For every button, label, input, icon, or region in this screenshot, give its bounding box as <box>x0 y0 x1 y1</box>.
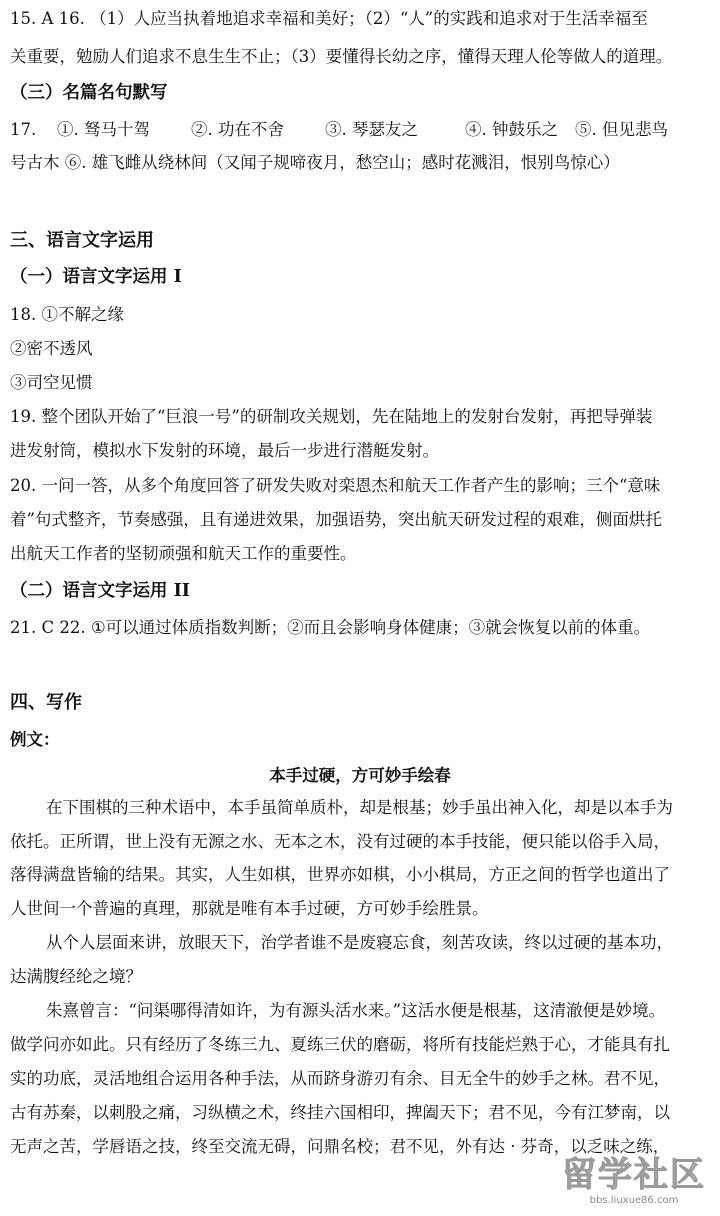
answer-17-line1 <box>10 117 710 143</box>
essay-p1-line3: 落得满盘皆输的结果。其实，人生如棋，世界亦如棋，小小棋局，方正之间的哲学也道出了 <box>10 865 670 884</box>
heading-yuyan-1: （一）语言文字运用 I <box>10 267 182 287</box>
essay-p3-line3: 实的功底，灵活地组合运用各种手法，从而跻身游刃有余、目无全牛的妙手之林。君不见， <box>10 1069 670 1088</box>
answer-20-line3: 出航天工作者的坚韧顽强和航天工作的重要性。 <box>10 544 357 563</box>
essay-p3-line2: 做学问亦如此。只有经历了冬练三九、夏练三伏的磨砺，将所有技能烂熟于心，才能具有扎 <box>10 1035 670 1054</box>
essay-p3-line5: 无声之苦，学唇语之技，终至交流无碍，问鼎名校；君不见，外有达 · 芬奇，以乏味之练， <box>10 1137 670 1156</box>
heading-section-4: 四、写作 <box>10 692 82 713</box>
answer-19-line1: 19. 整个团队开始了“巨浪一号”的研制攻关规划，先在陆地上的发射台发射，再把导弹装 <box>10 407 653 426</box>
q17-answer-4: ④. 钟鼓乐之 <box>465 120 558 139</box>
q17-answer-3: ③. 琴瑟友之 <box>325 120 418 139</box>
q17-answer-2: ②. 功在不舍 <box>191 120 284 139</box>
answer-19-line2: 进发射筒，模拟水下发射的环境，最后一步进行潜艇发射。 <box>10 441 439 460</box>
watermark-text: 留学社区 <box>562 1155 706 1195</box>
essay-title: 本手过硬，方可妙手绘春 <box>269 766 451 785</box>
heading-section-3: 三、语言文字运用 <box>10 230 154 251</box>
essay-p3-line4: 古有苏秦，以刺股之痛，习纵横之术，终挂六国相印，捭阖天下；君不见，今有江梦南，以 <box>10 1103 670 1122</box>
answer-17-line2: 号古木 ⑥. 雄飞雌从绕林间（又闻子规啼夜月，愁空山；感时花溅泪，恨别鸟惊心） <box>10 153 620 172</box>
heading-yuyan-2: （二）语言文字运用 II <box>10 581 190 601</box>
answer-18-c: ③司空见惯 <box>10 373 93 392</box>
q17-number: 17. <box>10 120 37 139</box>
essay-p1-line4: 人世间一个普遍的真理，那就是唯有本手过硬，方可妙手绘胜景。 <box>10 899 489 918</box>
answer-20-line1: 20. 一问一答，从多个角度回答了研发失败对栾恩杰和航天工作者产生的影响；三个“意味 <box>10 476 661 495</box>
answer-18-b: ②密不透风 <box>10 339 93 358</box>
answer-16-line2: 关重要，勉励人们追求不息生生不止；（3）要懂得长幼之序，懂得天理人伦等做人的道理。 <box>10 47 673 66</box>
answer-21-22: 21. C 22. ①可以通过体质指数判断；②而且会影响身体健康；③就会恢复以前的体重。 <box>10 618 651 637</box>
q17-answer-1: ①. 驽马十驾 <box>57 120 150 139</box>
essay-p3-line1: 朱熹曾言：“问渠哪得清如许，为有源头活水来。”这活水便是根基，这清澈便是妙境。 <box>46 1001 666 1020</box>
heading-mingpian: （三）名篇名句默写 <box>10 83 168 103</box>
q17-answer-5: ⑤. 但见悲鸟 <box>575 120 668 139</box>
answer-18-a: 18. ①不解之缘 <box>10 305 124 324</box>
essay-p2-line2: 达满腹经纶之境？ <box>10 967 142 986</box>
answer-15-16-line1: 15. A 16. （1）人应当执着地追求幸福和美好；（2）“人”的实践和追求对于生活幸福至 <box>10 9 648 28</box>
essay-p1-line1: 在下围棋的三种术语中，本手虽简单质朴，却是根基；妙手虽出神入化，却是以本手为 <box>46 798 673 817</box>
essay-p2-line1: 从个人层面来讲，放眼天下，治学者谁不是废寝忘食，刻苦攻读，终以过硬的基本功， <box>46 933 673 952</box>
answer-20-line2: 着”句式整齐，节奏感强，且有递进效果，加强语势，突出航天研发过程的艰难，侧面烘托 <box>10 510 662 529</box>
example-label: 例文： <box>10 730 60 749</box>
watermark-url: bbs.liuxue86.com <box>589 1195 679 1206</box>
watermark-logo <box>554 1156 714 1212</box>
essay-p1-line2: 依托。正所谓，世上没有无源之水、无本之木，没有过硬的本手技能，便只能以俗手入局， <box>10 832 670 851</box>
